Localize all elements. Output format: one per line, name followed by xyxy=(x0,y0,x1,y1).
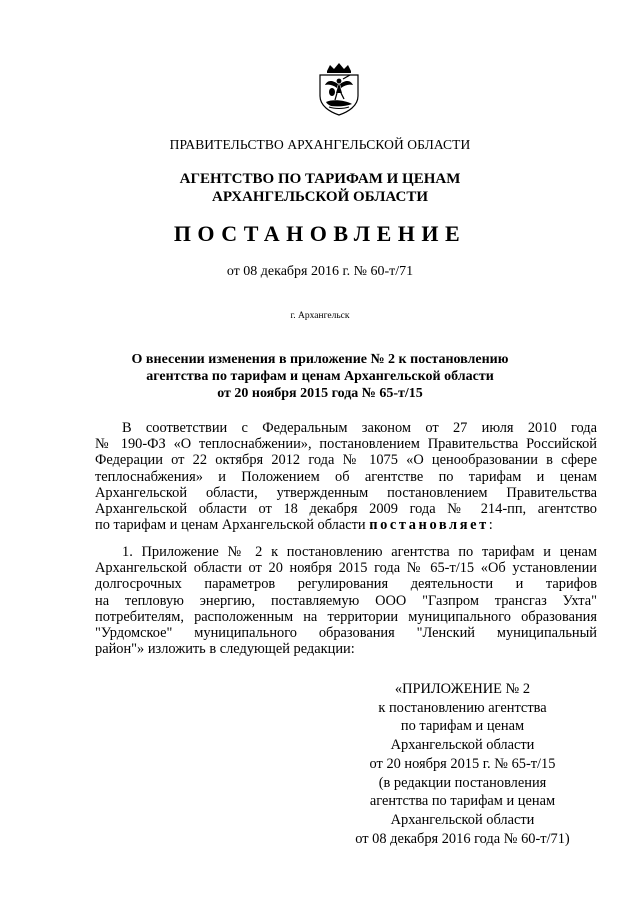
appendix-line: от 08 декабря 2016 года № 60-т/71) xyxy=(355,830,570,847)
text-line: № 190-ФЗ «О теплоснабжении», постановлением Правительства Российской xyxy=(95,436,597,453)
document-subject xyxy=(0,351,640,402)
arkhangelsk-coat-of-arms-icon xyxy=(317,62,361,116)
subject-line2: агентства по тарифам и ценам Архангельской области xyxy=(146,369,494,384)
text-fragment: по тарифам и ценам Архангельской области xyxy=(95,517,366,534)
text-line: район"» изложить в следующей редакции: xyxy=(95,641,355,658)
appendix-header xyxy=(335,680,590,848)
preamble-paragraph xyxy=(95,420,597,533)
appendix-line: Архангельской области xyxy=(390,737,535,754)
document-date-number: от 08 декабря 2016 г. № 60-т/71 xyxy=(226,264,414,279)
text-line: потребителям, расположенным на территории муниципального образования xyxy=(95,608,597,625)
clause-1-paragraph xyxy=(95,544,597,657)
agency-name-line2: АРХАНГЕЛЬСКОЙ ОБЛАСТИ xyxy=(212,189,428,205)
document-type-title: ПОСТАНОВЛЕНИЕ xyxy=(173,221,467,246)
text-line: Архангельской области от 20 ноября 2015 года № 65-т/15 «Об установлении xyxy=(95,560,597,577)
text-line: Архангельской области от 18 декабря 2009 года № 214-пп, агентство xyxy=(95,501,597,518)
appendix-line: (в редакции постановления xyxy=(378,774,547,791)
appendix-line: по тарифам и ценам xyxy=(400,718,525,735)
text-line: Архангельской области, утвержденным постановлением Правительства xyxy=(95,484,597,501)
resolves-keyword: постановляет xyxy=(369,517,489,534)
text-line: В соответствии с Федеральным законом от 27 июля 2010 года xyxy=(122,420,597,436)
appendix-line: Архангельской области xyxy=(390,811,535,828)
text-line: Федерации от 22 октября 2012 года № 1075 «О ценообразовании в сфере xyxy=(95,452,597,469)
text-line: теплоснабжения» и Положением об агентстве по тарифам и ценам xyxy=(95,468,597,485)
text-line: долгосрочных параметров регулирования деятельности и тарифов xyxy=(95,576,597,593)
text-line xyxy=(95,517,597,533)
text-line: на тепловую энергию, поставляемую ООО "Газпром трансгаз Ухта" xyxy=(95,592,597,609)
appendix-line: от 20 ноября 2015 г. № 65-т/15 xyxy=(369,755,556,772)
appendix-line: «ПРИЛОЖЕНИЕ № 2 xyxy=(394,681,531,697)
subject-line1: О внесении изменения в приложение № 2 к постановлению xyxy=(131,352,509,367)
agency-name-line1: АГЕНТСТВО ПО ТАРИФАМ И ЦЕНАМ xyxy=(179,171,461,187)
appendix-line: к постановлению агентства xyxy=(378,699,547,716)
appendix-line: агентства по тарифам и ценам xyxy=(369,793,556,810)
document-city: г. Архангельск xyxy=(290,311,350,321)
text-line: "Урдомское" муниципального образования "Ленский муниципальный xyxy=(95,625,597,642)
subject-line3: от 20 ноября 2015 года № 65-т/15 xyxy=(217,386,423,401)
text-fragment: : xyxy=(488,517,493,534)
agency-name xyxy=(0,170,640,206)
text-line: 1. Приложение № 2 к постановлению агентства по тарифам и ценам xyxy=(122,544,597,560)
government-name: ПРАВИТЕЛЬСТВО АРХАНГЕЛЬСКОЙ ОБЛАСТИ xyxy=(169,137,471,152)
